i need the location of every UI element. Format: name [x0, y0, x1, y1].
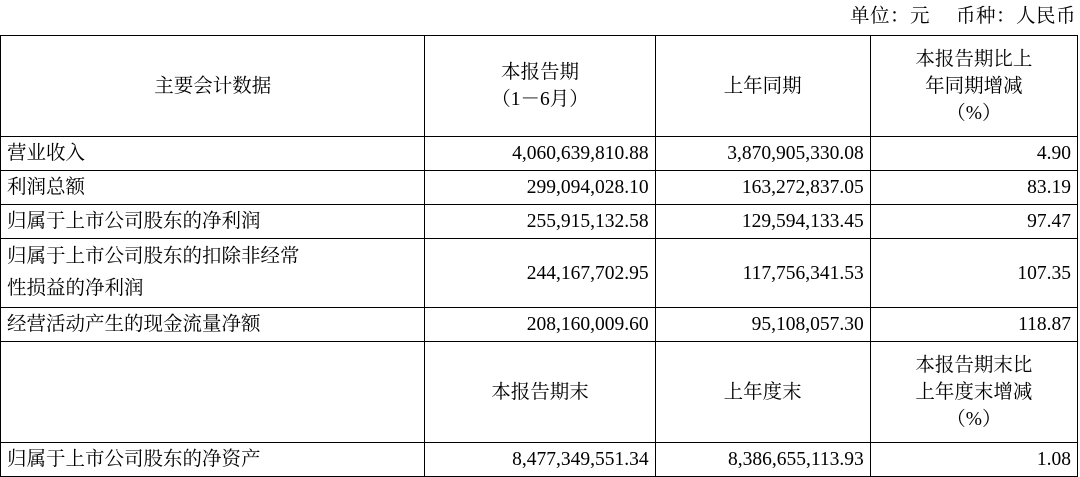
financial-summary-table: [0, 35, 1078, 477]
subheader-change-line2: 上年度末增减: [915, 381, 1033, 403]
row-label: [1, 239, 425, 308]
subheader-change-line3: （%）: [946, 408, 1002, 430]
table-header-row: [1, 36, 1078, 137]
table-row: [1, 137, 1078, 171]
row-current-value: 208,160,009.60: [425, 308, 655, 342]
row-current-value: 244,167,702.95: [425, 239, 655, 308]
header-change-line2: 年同期增减: [925, 75, 1023, 97]
row-change-value: 1.08: [870, 443, 1077, 477]
header-change-line1: 本报告期比上: [915, 48, 1033, 70]
row-label: 归属于上市公司股东的净利润: [1, 205, 425, 239]
header-prior-period: 上年同期: [655, 36, 870, 137]
unit-label: 单位：元: [849, 6, 930, 27]
row-label-line1: 归属于上市公司股东的扣除非经常: [7, 246, 300, 267]
row-current-value: 8,477,349,551.34: [425, 443, 655, 477]
table-row: [1, 239, 1078, 308]
table-row: [1, 171, 1078, 205]
header-current-period-line2: （1－6月）: [491, 89, 589, 110]
row-prior-value: 129,594,133.45: [655, 205, 870, 239]
row-current-value: 299,094,028.10: [425, 171, 655, 205]
row-prior-value: 8,386,655,113.93: [655, 443, 870, 477]
row-prior-value: 95,108,057.30: [655, 308, 870, 342]
table-subheader-row: [1, 342, 1078, 443]
row-prior-value: 163,272,837.05: [655, 171, 870, 205]
table-row: [1, 205, 1078, 239]
header-current-period-line1: 本报告期: [500, 62, 579, 83]
row-change-value: 107.35: [870, 239, 1077, 308]
row-current-value: 4,060,639,810.88: [425, 137, 655, 171]
row-label: 归属于上市公司股东的净资产: [1, 443, 425, 477]
unit-currency-note: [0, 0, 1080, 35]
row-prior-value: 117,756,341.53: [655, 239, 870, 308]
row-change-value: 4.90: [870, 137, 1077, 171]
row-current-value: 255,915,132.58: [425, 205, 655, 239]
header-main-label: 主要会计数据: [1, 36, 425, 137]
header-change: [870, 36, 1077, 137]
subheader-empty-cell: [1, 342, 425, 443]
row-label: 营业收入: [1, 137, 425, 171]
table-row: [1, 308, 1078, 342]
subheader-change: [870, 342, 1077, 443]
row-label: 经营活动产生的现金流量净额: [1, 308, 425, 342]
currency-label: 币种：人民币: [955, 6, 1076, 27]
row-label-line2: 性损益的净利润: [7, 278, 144, 299]
subheader-current-end: 本报告期末: [425, 342, 655, 443]
header-current-period: [425, 36, 655, 137]
header-change-line3: （%）: [946, 102, 1002, 124]
row-change-value: 97.47: [870, 205, 1077, 239]
table-row: [1, 443, 1078, 477]
row-change-value: 83.19: [870, 171, 1077, 205]
row-change-value: 118.87: [870, 308, 1077, 342]
subheader-prior-end: 上年度末: [655, 342, 870, 443]
subheader-change-line1: 本报告期末比: [915, 354, 1033, 376]
row-label: 利润总额: [1, 171, 425, 205]
row-prior-value: 3,870,905,330.08: [655, 137, 870, 171]
